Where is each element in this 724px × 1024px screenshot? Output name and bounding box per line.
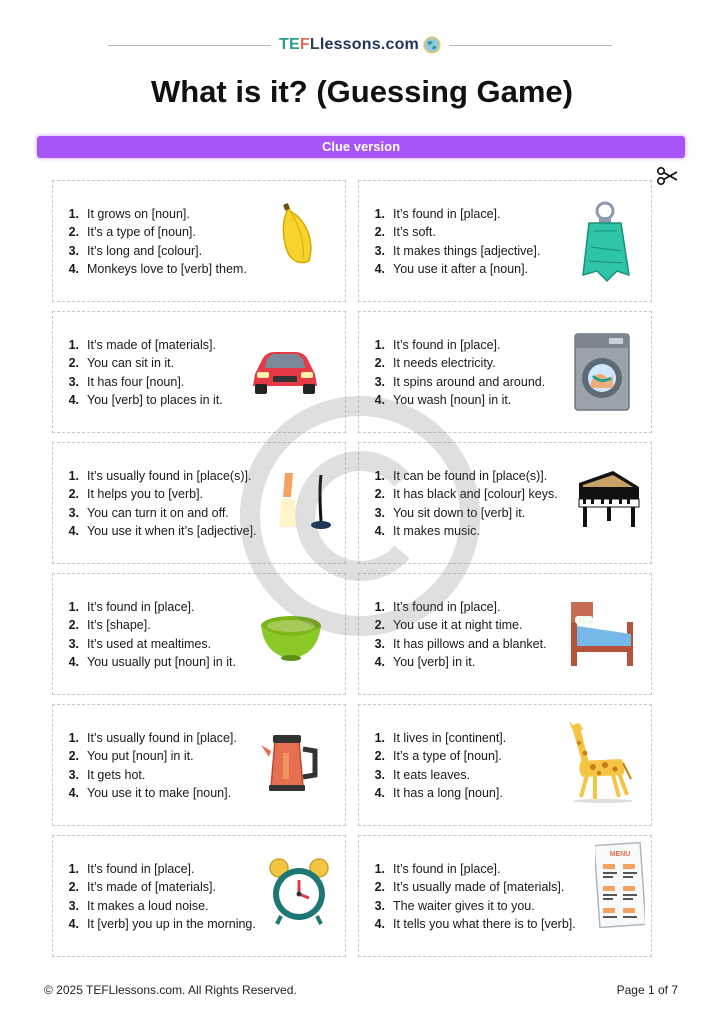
clue-text: It’s soft.	[393, 225, 436, 240]
clue-list	[367, 598, 547, 671]
clue-text: It’s usually found in [place].	[87, 731, 237, 745]
clue-item	[61, 522, 257, 540]
clue-number: 3.	[374, 243, 385, 258]
clue-number: 1.	[68, 600, 79, 614]
clue-number: 1.	[68, 862, 79, 876]
clue-item	[367, 897, 576, 915]
clue-text: You [verb] to places in it.	[87, 392, 223, 407]
clue-item	[367, 729, 506, 747]
clue-number: 3.	[68, 243, 79, 258]
clue-text: It has four [noun].	[87, 374, 185, 389]
clue-text: Monkeys love to [verb] them.	[87, 261, 247, 276]
clue-card	[358, 573, 652, 695]
footer-copyright: © 2025 TEFLlessons.com. All Rights Reserved.	[44, 983, 297, 997]
clue-item	[367, 747, 506, 765]
clue-item	[61, 205, 247, 223]
clue-item	[367, 635, 547, 653]
clue-text: It’s long and [colour].	[87, 243, 203, 258]
clue-text: You can sit in it.	[87, 356, 175, 371]
clue-text: It’s found in [place].	[393, 862, 501, 876]
clue-item	[61, 878, 256, 896]
clue-text: It gets hot.	[87, 767, 146, 782]
clue-number: 1.	[374, 600, 385, 614]
header-rule-right	[449, 45, 612, 46]
towel-icon	[577, 201, 633, 290]
clue-item	[61, 504, 257, 522]
clue-text: It’s found in [place].	[87, 600, 195, 614]
clue-list	[367, 205, 540, 278]
clue-item	[61, 260, 247, 278]
globe-icon	[423, 36, 441, 54]
clue-number: 4.	[374, 654, 385, 669]
clue-item	[367, 878, 576, 896]
clue-item	[61, 616, 236, 634]
car-icon	[249, 344, 321, 401]
clue-card	[52, 180, 346, 302]
clue-item	[61, 467, 257, 485]
clue-text: You put [noun] in it.	[87, 749, 194, 764]
logo-text-f: F	[299, 36, 310, 53]
clue-item	[61, 336, 223, 354]
clue-number: 2.	[68, 225, 79, 240]
clue-item	[61, 223, 247, 241]
clue-number: 4.	[68, 392, 79, 407]
clue-number: 4.	[68, 916, 79, 931]
clue-text: It’s usually made of [materials].	[393, 880, 565, 895]
clue-text: It’s used at mealtimes.	[87, 636, 212, 651]
clue-item	[367, 915, 576, 933]
clue-text: You use it to make [noun].	[87, 785, 232, 800]
clue-number: 2.	[374, 880, 385, 895]
clue-item	[61, 747, 237, 765]
clue-item	[61, 784, 237, 802]
clue-item	[61, 915, 256, 933]
clue-text: It eats leaves.	[393, 767, 471, 782]
clue-number: 2.	[68, 618, 79, 633]
clue-item	[61, 242, 247, 260]
clue-version-banner: Clue version	[37, 136, 685, 158]
clue-number: 3.	[68, 767, 79, 782]
clue-list	[61, 205, 247, 278]
bed-icon	[567, 596, 637, 673]
clue-text: It has a long [noun].	[393, 785, 503, 800]
clue-number: 1.	[374, 862, 385, 876]
clue-text: You sit down to [verb] it.	[393, 505, 526, 520]
clue-number: 1.	[374, 731, 385, 745]
clue-number: 2.	[68, 880, 79, 895]
clue-item	[367, 485, 558, 503]
giraffe-icon	[555, 719, 635, 810]
clue-item	[367, 205, 540, 223]
clue-number: 4.	[374, 261, 385, 276]
clue-text: It’s a type of [noun].	[87, 225, 196, 240]
clue-text: It’s made of [materials].	[87, 338, 216, 352]
clue-number: 3.	[374, 898, 385, 913]
kettle-icon	[259, 731, 321, 798]
clue-text: It’s found in [place].	[87, 862, 195, 876]
clue-text: It can be found in [place(s)].	[393, 469, 548, 483]
clue-list	[367, 729, 506, 802]
clue-text: It helps you to [verb].	[87, 487, 204, 502]
clue-number: 2.	[374, 749, 385, 764]
clue-card	[358, 180, 652, 302]
clue-text: It makes things [adjective].	[393, 243, 541, 258]
clue-card	[52, 442, 346, 564]
clue-item	[61, 391, 223, 409]
clue-number: 3.	[68, 505, 79, 520]
header-rule-left	[108, 45, 271, 46]
clue-number: 1.	[68, 469, 79, 483]
clue-number: 2.	[68, 487, 79, 502]
clue-text: You use it after a [noun].	[393, 261, 529, 276]
clue-text: It’s a type of [noun].	[393, 749, 502, 764]
lamp-icon	[273, 471, 333, 540]
clue-text: You use it at night time.	[393, 618, 523, 633]
site-logo	[271, 36, 449, 54]
clue-number: 4.	[68, 654, 79, 669]
clue-card	[52, 573, 346, 695]
clue-text: It grows on [noun].	[87, 207, 190, 221]
clue-item	[367, 242, 540, 260]
clue-text: It makes a loud noise.	[87, 898, 209, 913]
page-title: What is it? (Guessing Game)	[151, 74, 573, 109]
alarm-clock-icon	[265, 856, 333, 931]
clue-text: It’s found in [place].	[393, 600, 501, 614]
clue-item	[61, 485, 257, 503]
clue-number: 4.	[374, 392, 385, 407]
clue-item	[367, 653, 547, 671]
clue-text: You [verb] in it.	[393, 654, 476, 669]
clue-item	[61, 598, 236, 616]
clue-text: It makes music.	[393, 523, 480, 538]
svg-text:MENU: MENU	[609, 851, 631, 858]
clue-item	[367, 522, 558, 540]
logo-text-l: L	[309, 36, 320, 53]
clue-number: 3.	[68, 636, 79, 651]
clue-card	[358, 311, 652, 433]
clue-text: It needs electricity.	[393, 356, 496, 371]
clue-number: 2.	[374, 356, 385, 371]
clue-text: You can turn it on and off.	[87, 505, 229, 520]
clue-text: You usually put [noun] in it.	[87, 654, 236, 669]
clue-number: 2.	[68, 356, 79, 371]
clue-number: 1.	[68, 338, 79, 352]
clue-item	[367, 860, 576, 878]
clue-list	[367, 336, 545, 409]
clue-text: It’s made of [materials].	[87, 880, 216, 895]
clue-card	[52, 311, 346, 433]
clue-card	[52, 704, 346, 826]
clue-number: 2.	[374, 487, 385, 502]
scissors-icon	[656, 166, 678, 186]
logo-text-te: TE	[279, 36, 300, 53]
clue-item	[367, 784, 506, 802]
clue-item	[61, 897, 256, 915]
clue-number: 2.	[374, 225, 385, 240]
clue-list	[61, 860, 256, 933]
clue-item	[367, 336, 545, 354]
clue-item	[61, 860, 256, 878]
clue-item	[61, 373, 223, 391]
clue-text: It’s found in [place].	[393, 207, 501, 221]
clue-item	[61, 766, 237, 784]
clue-text: It’s [shape].	[87, 618, 151, 633]
clue-item	[367, 354, 545, 372]
clue-item	[367, 223, 540, 241]
bowl-icon	[257, 608, 325, 669]
clue-item	[367, 504, 558, 522]
clue-number: 4.	[374, 523, 385, 538]
clue-text: It tells you what there is to [verb].	[393, 916, 576, 931]
clue-text: It has black and [colour] keys.	[393, 487, 558, 502]
clue-text: You use it when it’s [adjective].	[87, 523, 257, 538]
clue-number: 3.	[68, 898, 79, 913]
clue-number: 2.	[374, 618, 385, 633]
washing-machine-icon	[573, 332, 631, 417]
clue-list	[367, 860, 576, 933]
logo-row	[108, 34, 612, 56]
clue-list	[61, 336, 223, 409]
clue-number: 4.	[68, 785, 79, 800]
clue-item	[367, 373, 545, 391]
clue-item	[367, 260, 540, 278]
clue-item	[367, 766, 506, 784]
clue-list	[61, 598, 236, 671]
footer-page-number: Page 1 of 7	[616, 983, 678, 997]
clue-card	[358, 704, 652, 826]
clue-number: 1.	[374, 338, 385, 352]
clue-list	[61, 467, 257, 540]
menu-icon	[595, 842, 645, 933]
clue-number: 4.	[374, 785, 385, 800]
clue-text: It has pillows and a blanket.	[393, 636, 547, 651]
banana-icon	[271, 203, 319, 272]
clue-item	[61, 635, 236, 653]
clue-text: It lives in [continent].	[393, 731, 507, 745]
clue-number: 3.	[374, 636, 385, 651]
clue-number: 1.	[68, 731, 79, 745]
clue-number: 3.	[374, 767, 385, 782]
clue-number: 4.	[68, 523, 79, 538]
clue-list	[61, 729, 237, 802]
clue-text: The waiter gives it to you.	[393, 898, 535, 913]
clue-number: 2.	[68, 749, 79, 764]
logo-text-lessons: lessons.com	[319, 36, 419, 53]
clue-text: It [verb] you up in the morning.	[87, 916, 256, 931]
clue-text: It spins around and around.	[393, 374, 546, 389]
clue-number: 3.	[68, 374, 79, 389]
clue-number: 4.	[68, 261, 79, 276]
clue-number: 4.	[374, 916, 385, 931]
clue-text: It’s found in [place].	[393, 338, 501, 352]
clue-card	[358, 442, 652, 564]
clue-item	[367, 598, 547, 616]
clue-item	[367, 467, 558, 485]
clue-number: 3.	[374, 374, 385, 389]
clue-item	[61, 653, 236, 671]
clue-number: 1.	[68, 207, 79, 221]
clue-item	[367, 616, 547, 634]
clue-item	[61, 354, 223, 372]
clue-text: You wash [noun] in it.	[393, 392, 512, 407]
clue-item	[61, 729, 237, 747]
clue-list	[367, 467, 558, 540]
clue-card	[52, 835, 346, 957]
clue-number: 3.	[374, 505, 385, 520]
clue-card	[358, 835, 652, 957]
piano-icon	[573, 467, 645, 534]
clue-item	[367, 391, 545, 409]
clue-number: 1.	[374, 207, 385, 221]
clue-number: 1.	[374, 469, 385, 483]
clue-text: It’s usually found in [place(s)].	[87, 469, 252, 483]
